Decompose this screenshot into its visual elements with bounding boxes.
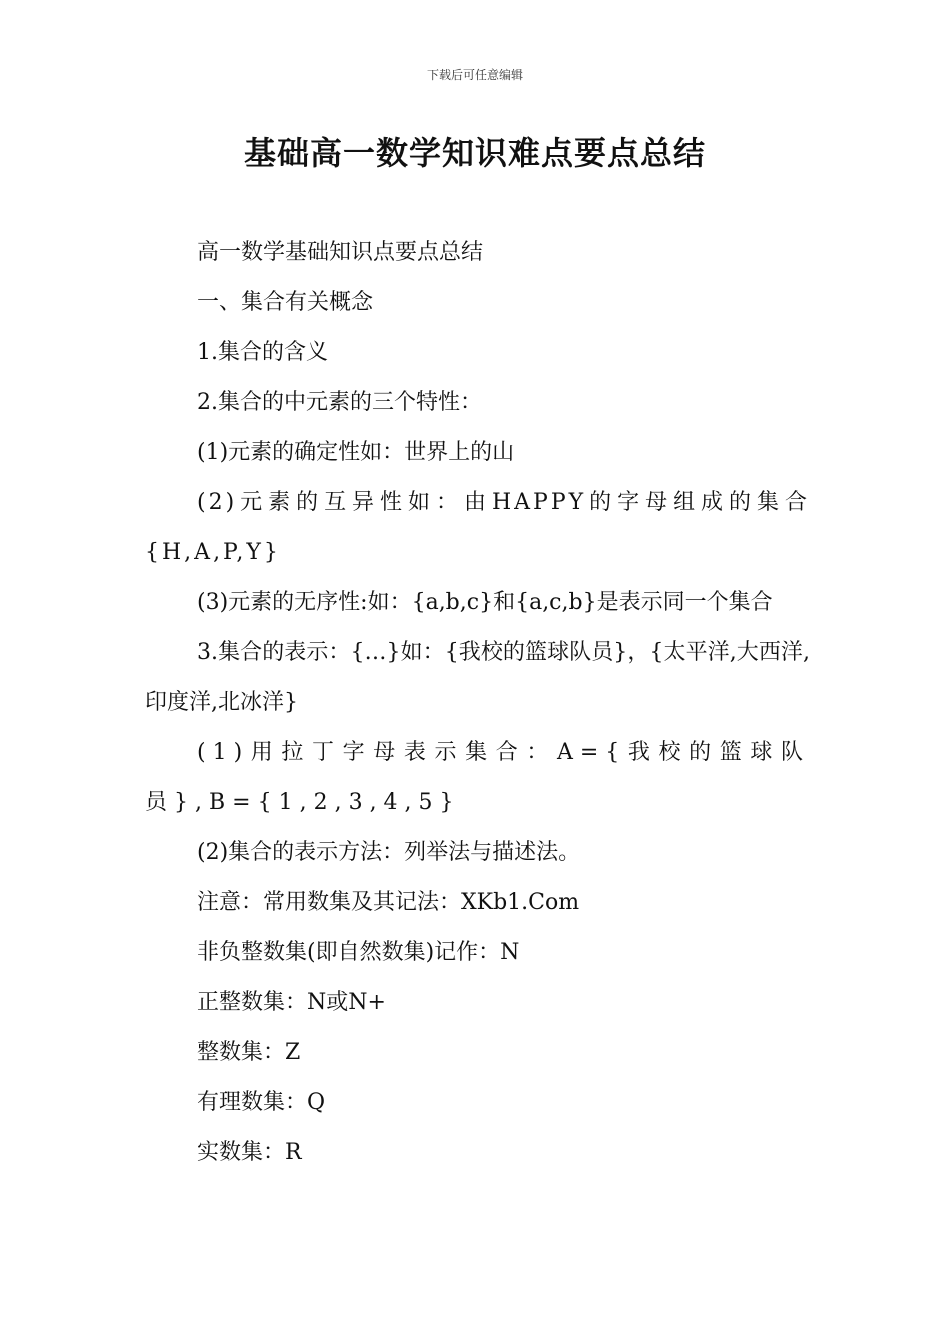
paragraph: (1)用拉丁字母表示集合：A={我校的篮球队员},B={1,2,3,4,5} bbox=[145, 740, 810, 815]
paragraph: 3.集合的表示：{…}如：{我校的篮球队员}，{太平洋,大西洋,印度洋,北冰洋} bbox=[145, 640, 810, 715]
paragraph: 实数集：R bbox=[197, 1140, 302, 1165]
paragraph: 正整数集：N或N+ bbox=[197, 990, 386, 1015]
page-header-note: 下载后可任意编辑 bbox=[426, 68, 523, 82]
section-heading: 一、集合有关概念 bbox=[197, 290, 374, 315]
paragraph: (2)集合的表示方法：列举法与描述法。 bbox=[197, 840, 581, 865]
paragraph: 注意：常用数集及其记法：XKb1.Com bbox=[197, 890, 580, 915]
paragraph: 1.集合的含义 bbox=[197, 340, 328, 365]
section-heading: 高一数学基础知识点要点总结 bbox=[197, 240, 484, 265]
paragraph: 2.集合的中元素的三个特性： bbox=[197, 390, 482, 415]
paragraph: (2)元素的互异性如：由HAPPY的字母组成的集合{H,A,P,Y} bbox=[145, 490, 810, 565]
paragraph: (1)元素的确定性如：世界上的山 bbox=[197, 440, 515, 465]
document-title: 基础高一数学知识难点要点总结 bbox=[243, 134, 706, 172]
paragraph: (3)元素的无序性:如：{a,b,c}和{a,c,b}是表示同一个集合 bbox=[197, 590, 773, 615]
paragraph: 有理数集：Q bbox=[197, 1090, 326, 1115]
paragraph: 非负整数集(即自然数集)记作：N bbox=[197, 940, 520, 965]
paragraph: 整数集：Z bbox=[197, 1040, 301, 1065]
document-body bbox=[145, 228, 810, 1178]
